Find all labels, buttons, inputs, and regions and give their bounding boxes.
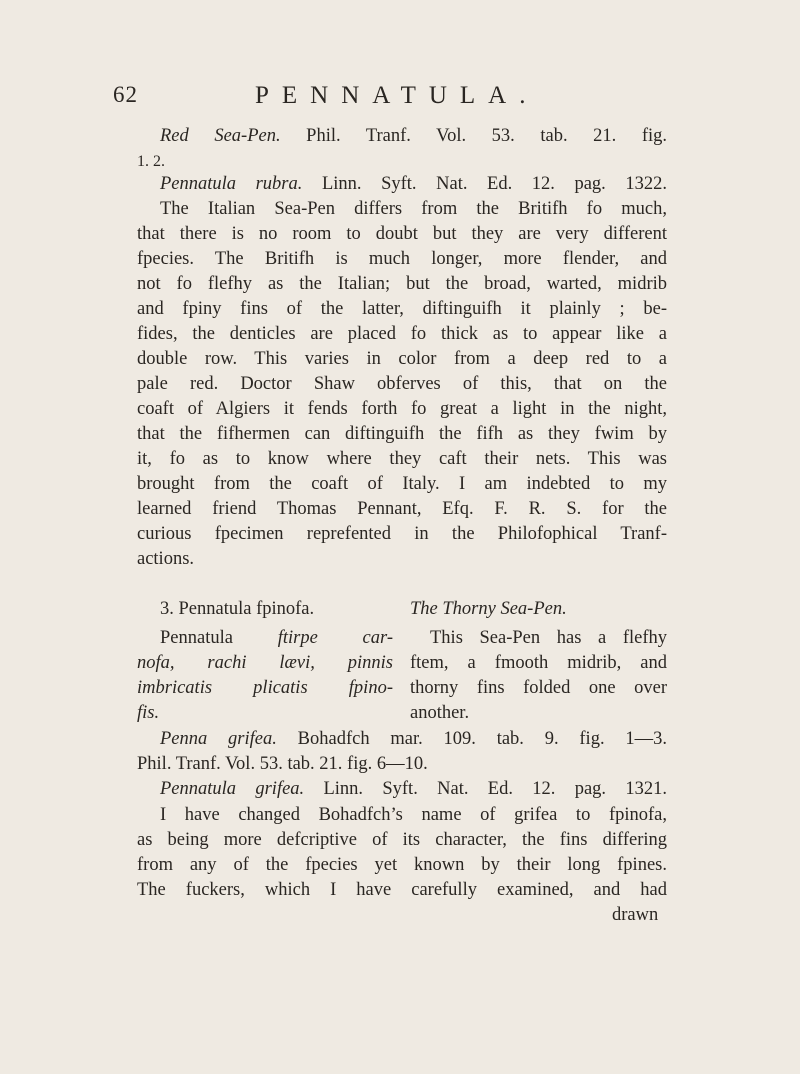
reference-citation: Linn. Syft. Nat. Ed. 12. pag. 1321. <box>304 779 667 799</box>
text-line: pale red. Doctor Shaw obferves of this, that on the <box>137 374 667 394</box>
text-line: coaft of Algiers it fends forth fo great a light in the night, <box>137 399 667 419</box>
reference-penna-grisea <box>160 727 667 751</box>
reference-name: Pennatula grifea. <box>160 779 305 799</box>
page-header <box>0 82 800 112</box>
text-line: and fpiny fins of the latter, diftinguifh it plainly ; be- <box>137 299 667 319</box>
reference-continuation: 1. 2. <box>137 153 165 170</box>
text-line: another. <box>410 703 470 723</box>
text-line: not fo flefhy as the Italian; but the broad, warted, midrib <box>137 274 667 294</box>
reference-red-sea-pen <box>160 124 667 148</box>
text-line: The Italian Sea-Pen differs from the Britifh fo much, <box>160 199 667 219</box>
reference-name: Red Sea-Pen. <box>160 126 281 146</box>
text-line: as being more defcriptive of its character, the fins differing <box>137 830 667 850</box>
reference-pennatula-rubra <box>160 172 667 196</box>
text-line: fis. <box>137 703 160 723</box>
text-line: The fuckers, which I have carefully examined, and had <box>137 880 667 900</box>
species-heading-english: The Thorny Sea-Pen. <box>410 599 567 619</box>
text-line: ftem, a fmooth midrib, and <box>410 653 667 673</box>
reference-citation: Phil. Tranf. Vol. 53. tab. 21. fig. <box>280 126 667 146</box>
text-line: thorny fins folded one over <box>410 678 667 698</box>
text-line: that the fifhermen can diftinguifh the fifh as they fwim by <box>137 424 667 444</box>
reference-name: Pennatula rubra. <box>160 174 303 194</box>
text-line: curious fpecimen reprefented in the Philofophical Tranf- <box>137 524 667 544</box>
reference-name: Penna grifea. <box>160 729 277 749</box>
text-line: I have changed Bohadfch’s name of grifea to fpinofa, <box>160 805 667 825</box>
reference-pennatula-grisea <box>160 777 667 801</box>
reference-continuation: Phil. Tranf. Vol. 53. tab. 21. fig. 6—10. <box>137 754 428 774</box>
reference-citation: Bohadfch mar. 109. tab. 9. fig. 1—3. <box>276 729 667 749</box>
text-line: it, fo as to know where they caft their nets. This was <box>137 449 667 469</box>
running-title: PENNATULA. <box>255 82 539 109</box>
reference-citation: Linn. Syft. Nat. Ed. 12. pag. 1322. <box>302 174 667 194</box>
text-line: learned friend Thomas Pennant, Efq. F. R. S. for the <box>137 499 667 519</box>
text-line: nofa, rachi lævi, pinnis <box>137 653 393 673</box>
text-line: from any of the fpecies yet known by their long fpines. <box>137 855 667 875</box>
text-line: imbricatis plicatis fpino- <box>137 678 393 698</box>
catchword: drawn <box>612 905 659 925</box>
species-heading-latin: 3. Pennatula fpinofa. <box>160 599 315 619</box>
page-number: 62 <box>113 82 138 107</box>
text-line: fides, the denticles are placed fo thick as to appear like a <box>137 324 667 344</box>
text-line: brought from the coaft of Italy. I am indebted to my <box>137 474 667 494</box>
text-line: double row. This varies in color from a deep red to a <box>137 349 667 369</box>
text-line <box>160 626 393 650</box>
text-run: ftirpe car- <box>277 628 394 648</box>
text-line: actions. <box>137 549 195 569</box>
text-run: Pennatula <box>160 628 278 648</box>
text-line: This Sea-Pen has a flefhy <box>430 628 667 648</box>
text-line: fpecies. The Britifh is much longer, more flender, and <box>137 249 667 269</box>
text-line: that there is no room to doubt but they are very different <box>137 224 667 244</box>
